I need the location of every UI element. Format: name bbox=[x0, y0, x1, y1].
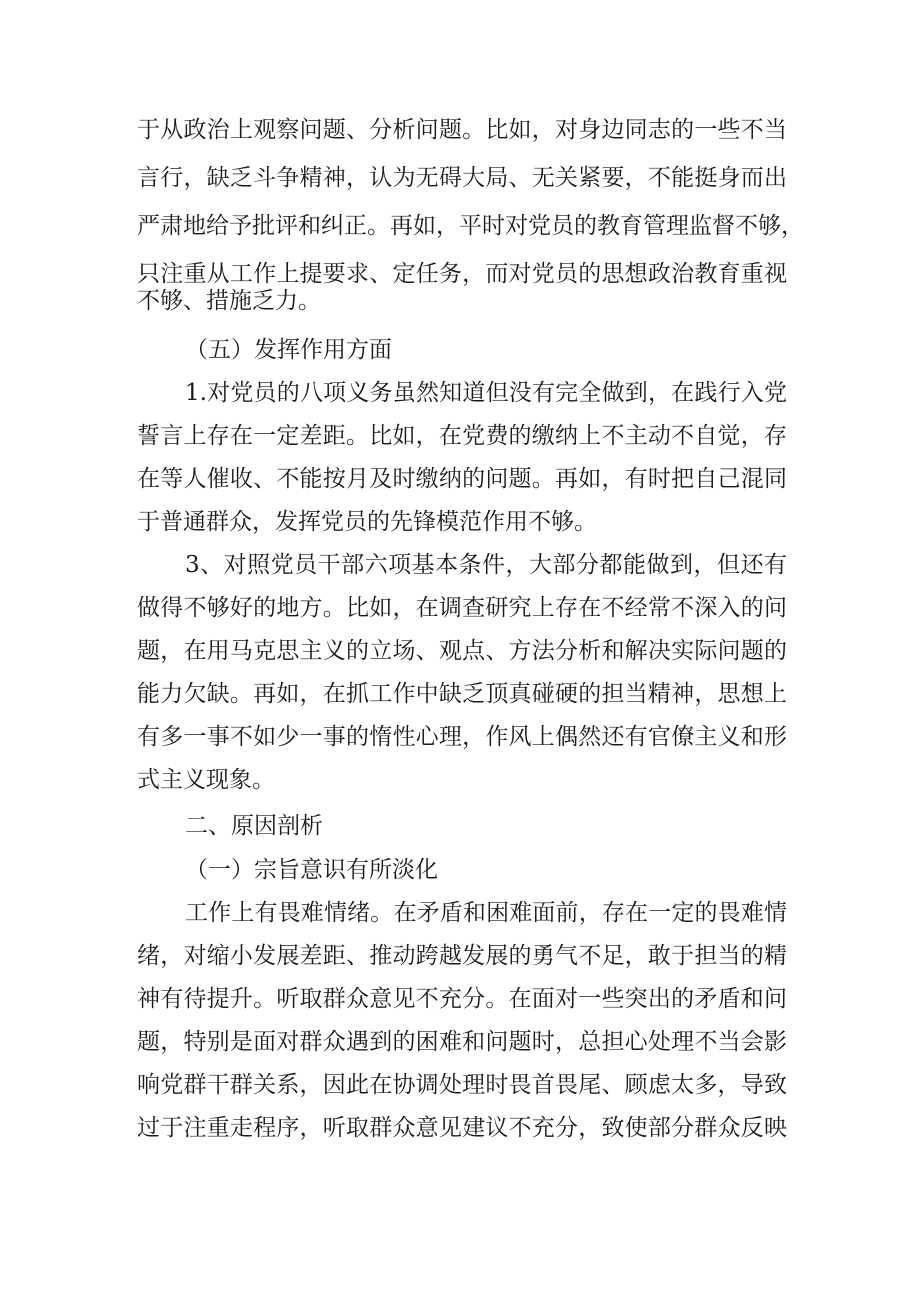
text-line: 过于注重走程序，听取群众意见建议不充分，致使部分群众反映 bbox=[137, 1115, 787, 1141]
section-heading: 二、原因剖析 bbox=[185, 813, 323, 839]
text-line: 能力欠缺。再如，在抓工作中缺乏顶真碰硬的担当精神，思想上 bbox=[137, 681, 787, 707]
text-line: 严肃地给予批评和纠正。再如，平时对党员的教育管理监督不够， bbox=[137, 213, 804, 239]
text-line: 3、对照党员干部六项基本条件，大部分都能做到，但还有 bbox=[185, 552, 787, 578]
text-line: 题，在用马克思主义的立场、观点、方法分析和解决实际问题的 bbox=[137, 638, 787, 664]
subsection-heading: （一）宗旨意识有所淡化 bbox=[185, 857, 438, 883]
text-line: 誓言上存在一定差距。比如，在党费的缴纳上不主动不自觉，存 bbox=[137, 423, 787, 449]
text-line: 题，特别是面对群众遇到的困难和问题时，总担心处理不当会影 bbox=[137, 1029, 787, 1055]
text-line: 不够、措施乏力。 bbox=[137, 288, 321, 314]
text-line: 工作上有畏难情绪。在矛盾和困难面前，存在一定的畏难情 bbox=[185, 900, 787, 926]
text-line: 有多一事不如少一事的惰性心理，作风上偶然还有官僚主义和形 bbox=[137, 724, 787, 750]
text-line: 1.对党员的八项义务虽然知道但没有完全做到，在践行入党 bbox=[185, 380, 787, 406]
text-line: 于普通群众，发挥党员的先锋模范作用不够。 bbox=[137, 509, 597, 535]
text-line: 响党群干群关系，因此在协调处理时畏首畏尾、顾虑太多，导致 bbox=[137, 1072, 787, 1098]
text-line: 于从政治上观察问题、分析问题。比如，对身边同志的一些不当 bbox=[137, 117, 787, 143]
text-line: 做得不够好的地方。比如，在调查研究上存在不经常不深入的问 bbox=[137, 595, 787, 621]
text-line: 绪，对缩小发展差距、推动跨越发展的勇气不足，敢于担当的精 bbox=[137, 943, 787, 969]
text-line: 只注重从工作上提要求、定任务，而对党员的思想政治教育重视 bbox=[137, 261, 787, 287]
text-line: 言行，缺乏斗争精神，认为无碍大局、无关紧要，不能挺身而出 bbox=[137, 165, 787, 191]
section-heading: （五）发挥作用方面 bbox=[185, 337, 392, 363]
text-line: 在等人催收、不能按月及时缴纳的问题。再如，有时把自己混同 bbox=[137, 466, 787, 492]
text-line: 式主义现象。 bbox=[137, 767, 275, 793]
text-line: 神有待提升。听取群众意见不充分。在面对一些突出的矛盾和问 bbox=[137, 986, 787, 1012]
